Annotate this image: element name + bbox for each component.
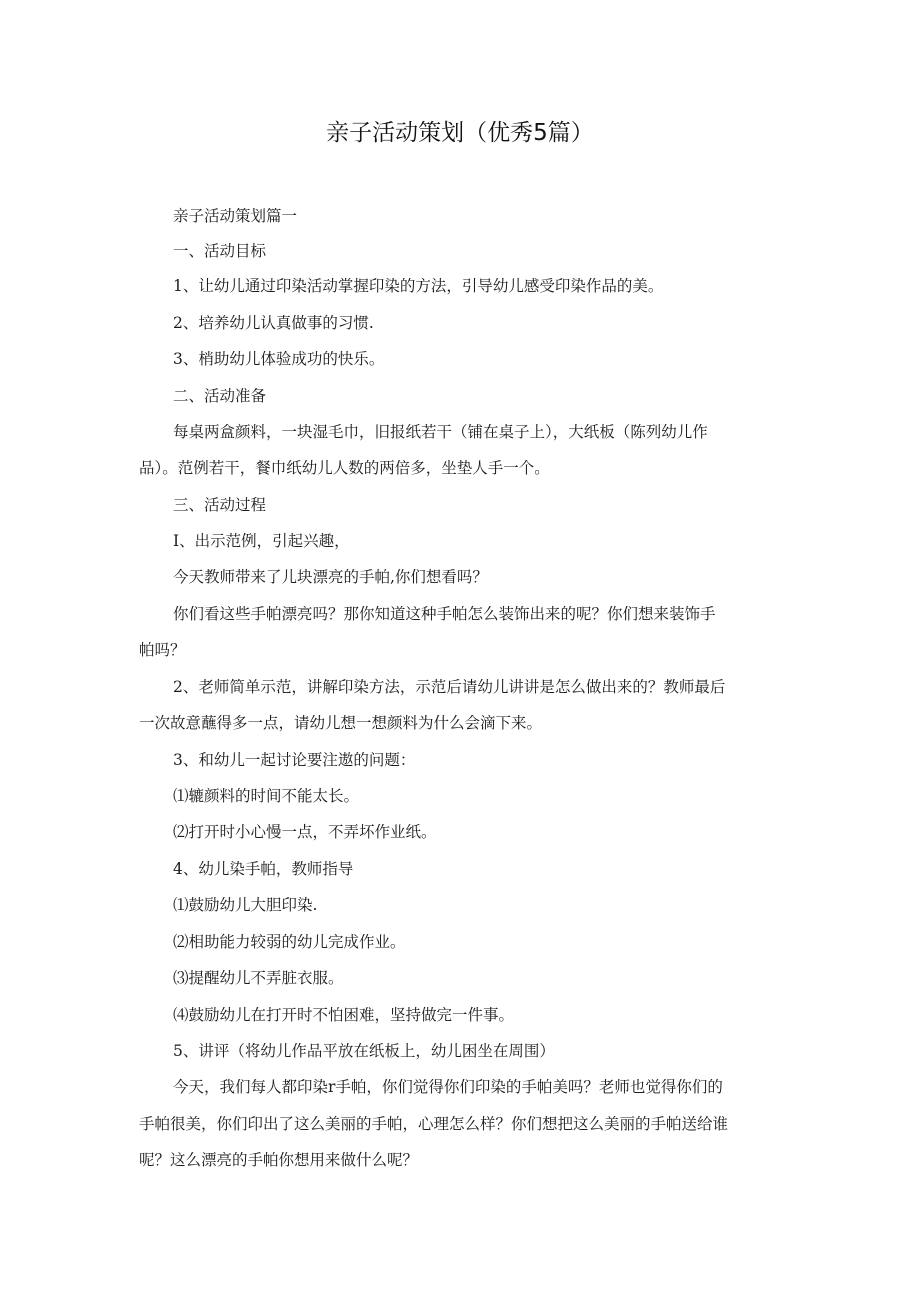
subheading: 三、活动过程	[173, 496, 267, 514]
paragraph-line: 3、梢助幼儿体验成功的快乐。	[173, 350, 385, 368]
paragraph-line: I、出示范例，引起兴趣，	[173, 532, 350, 550]
paragraph-line: 一次故意蘸得多一点，请幼儿想一想颜料为什么会滴下来。	[139, 714, 543, 732]
paragraph-line: 4、幼儿染手帕，教师指导	[173, 860, 354, 878]
list-item: ⑵打开时小心慢一点，不弄坏作业纸。	[173, 823, 437, 841]
document-title: 亲子活动策划（优秀5篇）	[326, 120, 594, 146]
list-item: ⑶提醒幼儿不弄脏衣服。	[173, 969, 344, 987]
paragraph-line: 今天教师带来了儿块漂亮的手帕,你们想看吗？	[173, 568, 488, 586]
paragraph-line: 2、老师简单示范，讲解印染方法，示范后请幼儿讲讲是怎么做出来的？教师最后	[173, 678, 726, 696]
list-item: ⑴鼓励幼儿大胆印染.	[173, 896, 318, 914]
paragraph-line: 手帕很美，你们印出了这么美丽的手帕，心理怎么样？你们想把这么美丽的手帕送给谁	[139, 1115, 729, 1133]
paragraph-line: 帕吗？	[139, 641, 186, 659]
paragraph-line: 5、讲评（将幼儿作品平放在纸板上，幼儿困坐在周围）	[173, 1042, 555, 1060]
paragraph-line: 你们看这些手帕漂亮吗？那你知道这种手帕怎么装饰出来的呢？你们想来装饰手	[173, 605, 716, 623]
paragraph-line: 每桌两盒颜料，一块湿毛巾，旧报纸若干（铺在桌子上），大纸板（陈列幼儿作	[173, 423, 708, 441]
list-item: ⑷鼓励幼儿在打开时不怕困难，坚持做完一件事。	[173, 1006, 515, 1024]
subheading: 二、活动准备	[173, 387, 267, 405]
subheading: 一、活动目标	[173, 242, 267, 260]
paragraph-line: 1、让幼儿通过印染活动掌握印染的方法，引导幼儿感受印染作品的美。	[173, 277, 664, 295]
paragraph-line: 2、培养幼儿认真做事的习惯.	[173, 314, 374, 332]
paragraph-line: 3、和幼儿一起讨论要注遨的问题：	[173, 751, 416, 769]
section-heading: 亲子活动策划篇一	[173, 207, 298, 225]
list-item: ⑵相助能力较弱的幼儿完成作业。	[173, 933, 406, 951]
paragraph-line: 品）。范例若干，餐巾纸幼儿人数的两倍多，坐垫人手一个。	[139, 459, 550, 477]
paragraph-line: 今天，我们每人都印染r手帕，你们觉得你们印染的手帕美吗？老师也觉得你们的	[173, 1078, 723, 1096]
list-item: ⑴辘颜料的时间不能太长。	[173, 787, 360, 805]
paragraph-line: 呢？这么漂亮的手帕你想用来做什么呢？	[139, 1151, 419, 1169]
